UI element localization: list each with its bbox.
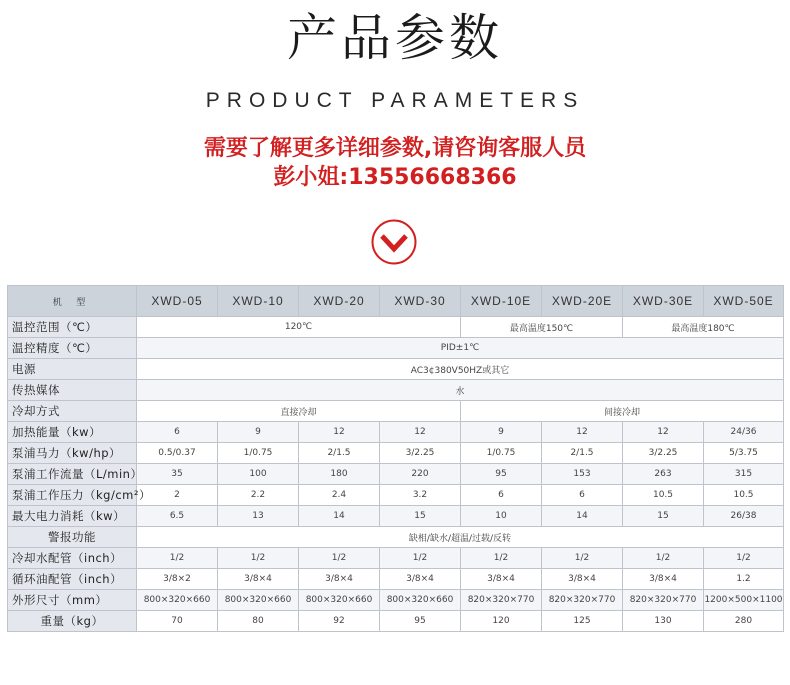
- table-cell: 2.4: [299, 485, 380, 506]
- model-header: XWD-10: [218, 286, 299, 317]
- table-cell: 12: [380, 422, 461, 443]
- table-cell: 820×320×770: [623, 590, 704, 611]
- model-header: XWD-50E: [704, 286, 784, 317]
- table-cell: 1/2: [704, 548, 784, 569]
- row-label: 重量（kg）: [8, 611, 137, 632]
- table-cell: 24/36: [704, 422, 784, 443]
- table-cell: 800×320×660: [299, 590, 380, 611]
- table-cell: 6: [461, 485, 542, 506]
- page-title: 产品参数: [287, 9, 503, 67]
- table-cell: 水: [137, 380, 784, 401]
- contact-notice: [0, 134, 790, 192]
- table-cell: 1/2: [461, 548, 542, 569]
- table-cell: 3/8×4: [299, 569, 380, 590]
- table-cell: 0.5/0.37: [137, 443, 218, 464]
- table-cell: 14: [542, 506, 623, 527]
- row-label: 泵浦马力（kw/hp）: [8, 443, 137, 464]
- table-row: [8, 422, 784, 443]
- table-cell: 3/8×2: [137, 569, 218, 590]
- table-row: [8, 401, 784, 422]
- table-cell: 14: [299, 506, 380, 527]
- model-header: XWD-30: [380, 286, 461, 317]
- table-row: [8, 569, 784, 590]
- table-cell: 820×320×770: [461, 590, 542, 611]
- parameters-table: [7, 285, 784, 632]
- table-cell: 1/2: [137, 548, 218, 569]
- table-row: [8, 611, 784, 632]
- model-header: XWD-10E: [461, 286, 542, 317]
- table-cell: 2.2: [218, 485, 299, 506]
- table-row: [8, 338, 784, 359]
- row-label: 外形尺寸（mm）: [8, 590, 137, 611]
- table-cell: 1/0.75: [461, 443, 542, 464]
- page-subtitle: PRODUCT PARAMETERS: [205, 89, 585, 112]
- table-cell: 1/2: [623, 548, 704, 569]
- table-cell: 220: [380, 464, 461, 485]
- table-row: [8, 443, 784, 464]
- table-cell: 95: [461, 464, 542, 485]
- table-cell: 1200×500×1100: [704, 590, 784, 611]
- row-label: 传热媒体: [8, 380, 137, 401]
- table-cell: 13: [218, 506, 299, 527]
- table-cell: 3/8×4: [461, 569, 542, 590]
- table-cell: 3/8×4: [623, 569, 704, 590]
- table-cell: 15: [380, 506, 461, 527]
- row-label: 最大电力消耗（kw）: [8, 506, 137, 527]
- row-label: 温控范围（℃）: [8, 317, 137, 338]
- table-cell: 最高温度150℃: [461, 317, 623, 338]
- table-cell: 1/2: [380, 548, 461, 569]
- model-header: XWD-30E: [623, 286, 704, 317]
- table-cell: 92: [299, 611, 380, 632]
- row-label: 加热能量（kw）: [8, 422, 137, 443]
- table-cell: 315: [704, 464, 784, 485]
- row-label: 警报功能: [8, 527, 137, 548]
- table-cell: 12: [623, 422, 704, 443]
- table-cell: 263: [623, 464, 704, 485]
- row-label: 温控精度（℃）: [8, 338, 137, 359]
- table-cell: 10.5: [623, 485, 704, 506]
- table-cell: 10.5: [704, 485, 784, 506]
- row-label: 冷却方式: [8, 401, 137, 422]
- table-cell: 820×320×770: [542, 590, 623, 611]
- row-label: 冷却水配管（inch）: [8, 548, 137, 569]
- table-cell: 12: [542, 422, 623, 443]
- table-cell: 80: [218, 611, 299, 632]
- table-cell: 10: [461, 506, 542, 527]
- table-cell: 3/8×4: [218, 569, 299, 590]
- table-cell: 1/2: [218, 548, 299, 569]
- table-cell: AC3¢380V50HZ或其它: [137, 359, 784, 380]
- table-cell: 9: [218, 422, 299, 443]
- table-header-row: [8, 286, 784, 317]
- model-header: XWD-20: [299, 286, 380, 317]
- table-row: [8, 485, 784, 506]
- model-header: XWD-20E: [542, 286, 623, 317]
- table-cell: 120: [461, 611, 542, 632]
- table-cell: 35: [137, 464, 218, 485]
- table-cell: 6.5: [137, 506, 218, 527]
- table-cell: 6: [137, 422, 218, 443]
- table-cell: 3.2: [380, 485, 461, 506]
- table-cell: 6: [542, 485, 623, 506]
- table-cell: 800×320×660: [137, 590, 218, 611]
- row-label: 循环油配管（inch）: [8, 569, 137, 590]
- table-cell: 最高温度180℃: [623, 317, 784, 338]
- table-cell: 1/0.75: [218, 443, 299, 464]
- table-row: [8, 464, 784, 485]
- table-row: [8, 380, 784, 401]
- table-body: [8, 317, 784, 632]
- model-header-label: 机 型: [8, 286, 137, 317]
- notice-line-1: 需要了解更多详细参数,请咨询客服人员: [203, 136, 587, 161]
- table-cell: 5/3.75: [704, 443, 784, 464]
- table-row: [8, 527, 784, 548]
- table-cell: 800×320×660: [218, 590, 299, 611]
- table-cell: 2/1.5: [542, 443, 623, 464]
- table-cell: 2: [137, 485, 218, 506]
- table-cell: 2/1.5: [299, 443, 380, 464]
- table-cell: 130: [623, 611, 704, 632]
- table-row: [8, 590, 784, 611]
- table-cell: 缺相/缺水/超温/过载/反转: [137, 527, 784, 548]
- table-cell: 9: [461, 422, 542, 443]
- table-cell: 15: [623, 506, 704, 527]
- table-cell: 12: [299, 422, 380, 443]
- model-header: XWD-05: [137, 286, 218, 317]
- table-row: [8, 359, 784, 380]
- table-row: [8, 317, 784, 338]
- notice-line-2: 彭小姐:13556668366: [273, 165, 517, 190]
- table-cell: PID±1℃: [137, 338, 784, 359]
- chevron-down-circle-icon: [370, 218, 418, 266]
- table-cell: 120℃: [137, 317, 461, 338]
- table-cell: 3/8×4: [380, 569, 461, 590]
- table-cell: 100: [218, 464, 299, 485]
- table-cell: 1/2: [299, 548, 380, 569]
- table-cell: 70: [137, 611, 218, 632]
- table-cell: 直接冷却: [137, 401, 461, 422]
- row-label: 泵浦工作流量（L/min）: [8, 464, 137, 485]
- table-cell: 1.2: [704, 569, 784, 590]
- table-cell: 3/8×4: [542, 569, 623, 590]
- table-cell: 1/2: [542, 548, 623, 569]
- table-cell: 153: [542, 464, 623, 485]
- table-cell: 800×320×660: [380, 590, 461, 611]
- table-row: [8, 548, 784, 569]
- table-cell: 间接冷却: [461, 401, 784, 422]
- table-row: [8, 506, 784, 527]
- table-cell: 280: [704, 611, 784, 632]
- row-label: 电源: [8, 359, 137, 380]
- table-cell: 3/2.25: [623, 443, 704, 464]
- table-cell: 125: [542, 611, 623, 632]
- table-cell: 26/38: [704, 506, 784, 527]
- table-cell: 180: [299, 464, 380, 485]
- table-cell: 95: [380, 611, 461, 632]
- row-label: 泵浦工作压力（kg/cm²）: [8, 485, 137, 506]
- table-cell: 3/2.25: [380, 443, 461, 464]
